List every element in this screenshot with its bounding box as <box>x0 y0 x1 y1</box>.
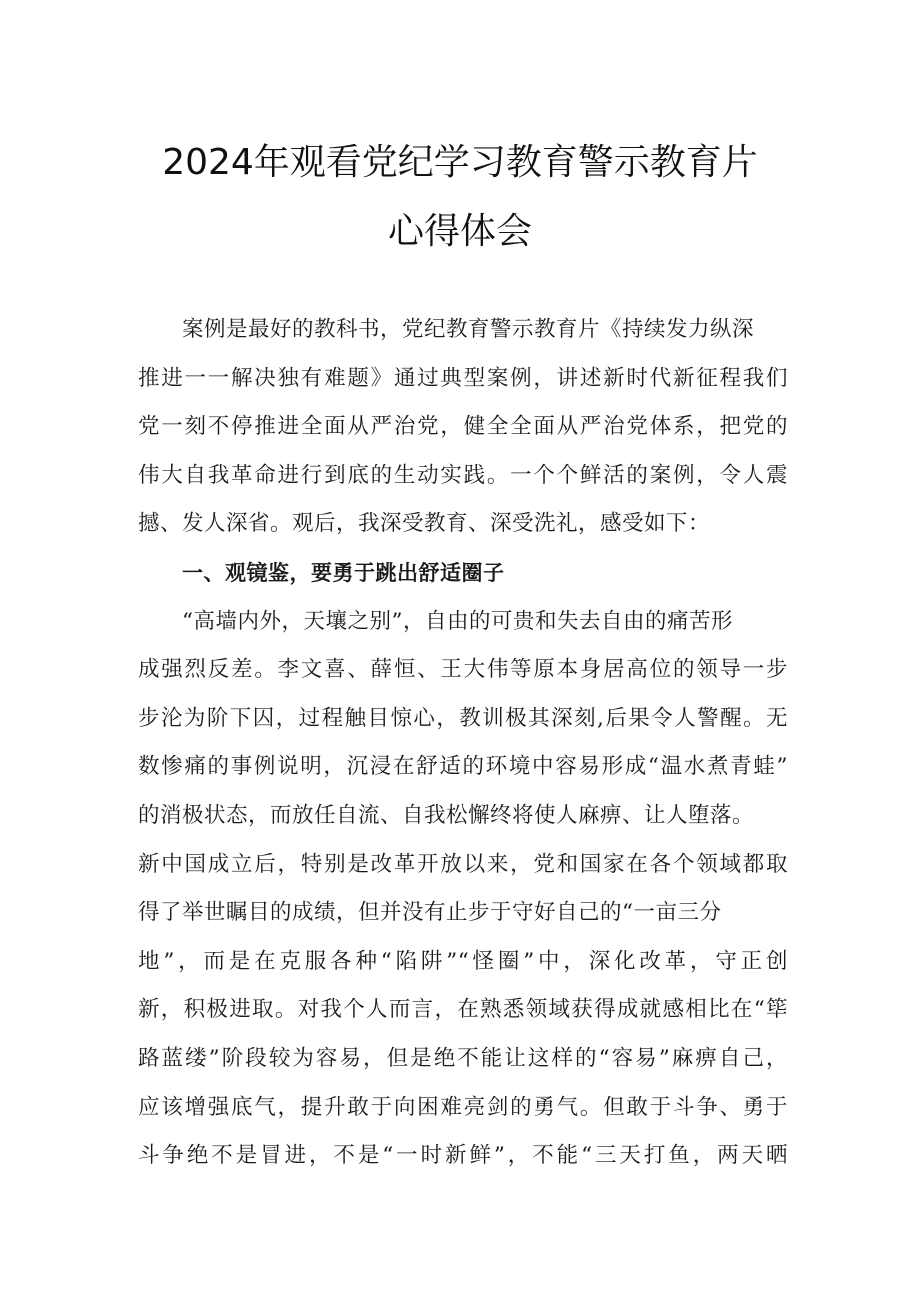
paragraph-2-line-10: 路蓝缕”阶段较为容易，但是绝不能让这样的“容易”麻痹自己， <box>138 1045 788 1071</box>
paragraph-2-line-2: 成强烈反差。李文喜、薛恒、王大伟等原本身居高位的领导一步 <box>138 657 788 683</box>
paragraph-1-line-5: 撼、发人深省。观后，我深受教育、深受洗礼，感受如下： <box>138 511 711 537</box>
paragraph-2-line-9: 新，积极进取。对我个人而言，在熟悉领域获得成就感相比在“筚 <box>138 997 788 1023</box>
paragraph-1-line-4: 伟大自我革命进行到底的生动实践。一个个鲜活的案例，令人震 <box>138 462 788 488</box>
paragraph-2-line-11: 应该增强底气，提升敢于向困难亮剑的勇气。但敢于斗争、勇于 <box>138 1094 788 1120</box>
paragraph-1-line-1: 案例是最好的教科书，党纪教育警示教育片《持续发力纵深 <box>182 317 755 342</box>
document-title-line-1: 2024年观看党纪学习教育警示教育片 <box>162 142 758 183</box>
section-heading-1: 一、观镜鉴，要勇于跳出舒适圈子 <box>182 560 505 585</box>
paragraph-2-line-4: 数惨痛的事例说明，沉浸在舒适的环境中容易形成“温水煮青蛙” <box>138 754 788 780</box>
paragraph-2-line-7: 得了举世瞩目的成绩，但并没有止步于守好自己的“一亩三分 <box>138 900 722 926</box>
paragraph-2-line-5: 的消极状态，而放任自流、自我松懈终将使人麻痹、让人堕落。 <box>138 802 755 828</box>
document-body <box>138 306 788 1181</box>
paragraph-1-line-2: 推进一一解决独有难题》通过典型案例，讲述新时代新征程我们 <box>138 365 788 391</box>
paragraph-1-line-3: 党一刻不停推进全面从严治党，健全全面从严治党体系，把党的 <box>138 414 788 440</box>
paragraph-2-line-3: 步沦为阶下囚，过程触目惊心，教训极其深刻,后果令人警醒。无 <box>138 705 788 731</box>
paragraph-2-line-8: 地”，而是在克服各种“陷阱”“怪圈”中，深化改革，守正创 <box>138 948 788 974</box>
document-title-line-2: 心得体会 <box>387 211 532 252</box>
paragraph-2-line-12: 斗争绝不是冒进，不是“一时新鲜”，不能“三天打鱼，两天晒 <box>138 1143 788 1169</box>
paragraph-2-line-6: 新中国成立后，特别是改革开放以来，党和国家在各个领域都取 <box>138 851 788 877</box>
paragraph-2-line-1: “高墙内外，天壤之别”，自由的可贵和失去自由的痛苦形 <box>182 608 733 634</box>
